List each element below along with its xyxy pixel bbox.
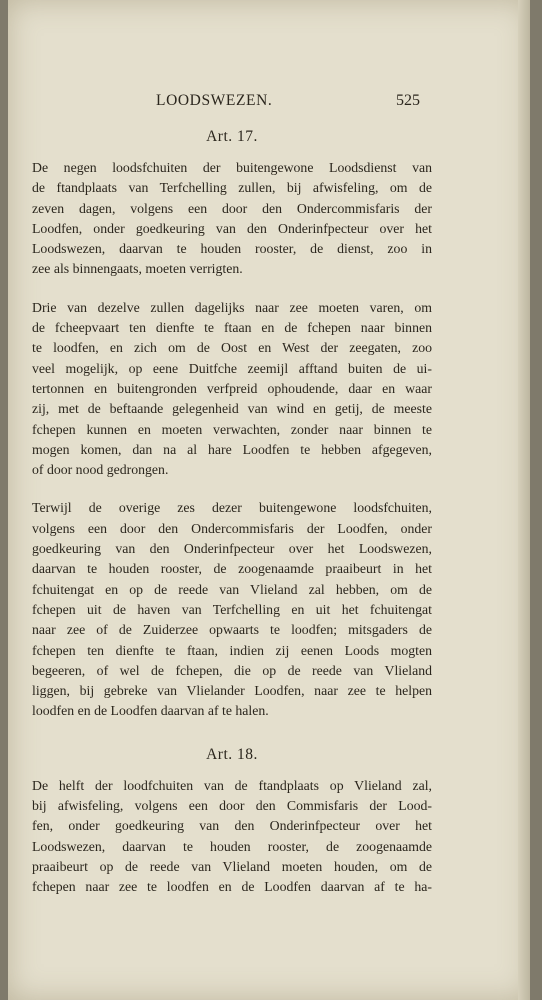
text-line: goedkeuring van den Onderinfpecteur over het Loodswezen, xyxy=(32,541,432,557)
text-line: Drie van dezelve zullen dagelijks naar zee moeten varen, om xyxy=(32,299,432,315)
text-line: of door nood gedrongen. xyxy=(32,462,169,478)
article-17-paragraph-1 xyxy=(32,158,432,280)
text-line: De helft der loodfchuiten van de ftandplaats op Vlieland zal, xyxy=(32,777,432,793)
text-line: mogen komen, dan na al hare Loodfen te hebben afgegeven, xyxy=(32,441,432,457)
text-line: De negen loodsfchuiten der buitengewone Loodsdienst van xyxy=(32,160,432,175)
text-line: zee als binnengaats, moeten verrigten. xyxy=(32,261,243,277)
text-line: naar zee of de Zuiderzee opwaarts te loodfen; mitsgaders de xyxy=(32,622,432,638)
text-line: tertonnen en buitengronden verfpreid ophoudende, daar en waar xyxy=(32,380,432,396)
text-line: zij, met de beftaande gelegenheid van wind en getij, de meeste xyxy=(32,401,432,417)
text-line: fchepen naar zee te loodfen en de Loodfen daarvan af te ha- xyxy=(32,879,432,895)
article-17-paragraph-3 xyxy=(32,498,432,721)
text-line: Terwijl de overige zes dezer buitengewone loodsfchuiten, xyxy=(32,500,432,516)
page-number: 525 xyxy=(396,92,420,109)
page-content xyxy=(32,92,432,916)
text-line: Loodswezen, daarvan te houden rooster, de dienst, zoo in xyxy=(32,241,432,257)
text-line: de ftandplaats van Terfchelling zullen, bij afwisfeling, om de xyxy=(32,180,432,196)
text-line: fchepen kunnen en moeten verwachten, zonder naar binnen te xyxy=(32,421,432,437)
text-line: Loodfen, onder goedkeuring van den Onderinfpecteur over het xyxy=(32,220,432,236)
text-line: veel mogelijk, op eene Duitfche zeemijl afftand buiten de ui- xyxy=(32,360,432,376)
running-title: LOODSWEZEN. xyxy=(156,92,273,109)
article-18-paragraph-1 xyxy=(32,776,432,898)
book-page xyxy=(8,0,530,1000)
text-line: fchepen uit de haven van Terfchelling en uit het fchuitengat xyxy=(32,601,432,617)
page-edge xyxy=(518,0,530,1000)
article-18-heading: Art. 18. xyxy=(206,745,258,763)
text-line: de fcheepvaart ten dienfte te ftaan en de fchepen naar binnen xyxy=(32,320,432,336)
text-line: bij afwisfeling, volgens een door den Commisfaris der Lood- xyxy=(32,798,432,814)
text-line: loodfen en de Loodfen daarvan af te halen. xyxy=(32,703,269,719)
text-line: fen, onder goedkeuring van den Onderinfpecteur over het xyxy=(32,818,432,834)
article-17-heading: Art. 17. xyxy=(206,128,258,145)
running-head xyxy=(32,92,432,116)
text-line: fchepen ten dienfte te ftaan, indien zij eenen Loods mogten xyxy=(32,642,432,658)
text-line: zeven dagen, volgens een door den Ondercommisfaris der xyxy=(32,200,432,216)
article-17-paragraph-2 xyxy=(32,298,432,481)
text-line: praaibeurt op de reede van Vlieland moeten houden, om de xyxy=(32,858,432,874)
text-line: te loodfen, en zich om de Oost en West der zeegaten, zoo xyxy=(32,340,432,356)
text-line: liggen, bij gebreke van Vlielander Loodfen, naar zee te helpen xyxy=(32,683,432,699)
text-line: Loodswezen, daarvan te houden rooster, de zoogenaamde xyxy=(32,838,432,854)
text-line: fchuitengat en op de reede van Vlieland zal hebben, om de xyxy=(32,581,432,597)
text-line: begeeren, of wel de fchepen, die op de reede van Vlieland xyxy=(32,662,432,678)
text-line: daarvan te houden rooster, de zoogenaamde praaibeurt in het xyxy=(32,561,432,577)
text-line: volgens een door den Ondercommisfaris der Loodfen, onder xyxy=(32,520,432,536)
